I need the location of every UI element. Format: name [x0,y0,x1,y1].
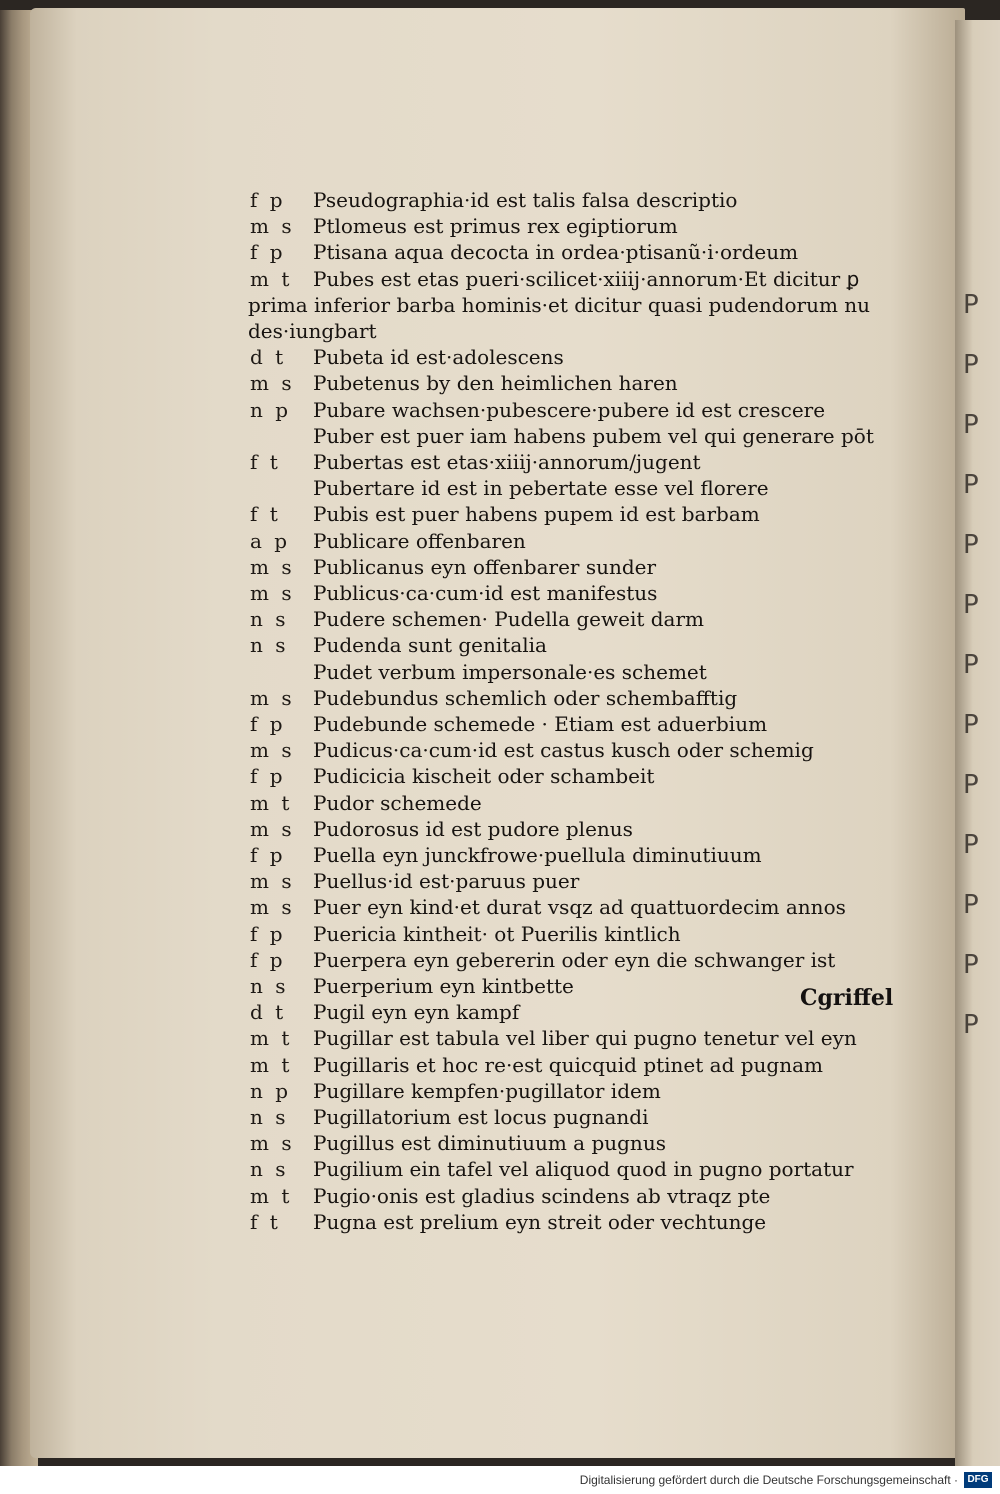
entry-row [0,607,1000,633]
gender-code: n s [250,1105,289,1129]
gender-code: m s [250,869,295,894]
gender-code: m t [250,1026,293,1051]
footer-credit: Digitalisierung gefördert durch die Deutsche Forschungsgemeinschaft · [579,1473,958,1487]
entry-text: Publicare offenbaren [313,528,526,553]
gender-code: m t [250,266,293,291]
gender-code: m s [250,685,295,710]
entry-text: prima inferior barba hominis·et dicitur quasi pudendorum nu [248,292,871,317]
gender-code: f p [250,712,286,736]
entry-text: Puerperium eyn kintbette [313,974,574,998]
gender-code: n s [250,607,289,632]
entry-row [0,293,1000,319]
entry-text: Pubertare id est in pebertate esse vel florere [313,476,769,501]
entry-text: Pudicicia kischeit oder schambeit [313,764,655,789]
entry-text: Pudor schemede [313,790,482,815]
entry-row [0,660,1000,686]
entry-text: Puericia kintheit· ot Puerilis kintlich [313,921,681,946]
entry-row [0,764,1000,790]
entry-row [0,817,1000,843]
entry-text: Pugillare kempfen·pugillator idem [313,1078,661,1103]
gender-code: f p [250,947,286,972]
entry-row [0,686,1000,712]
gender-code: m t [250,790,293,815]
gender-code: m s [250,581,295,605]
dfg-logo: DFG [964,1472,992,1488]
entry-text: Pubes est etas pueri·scilicet·xiiij·annorum·Et dicitur ꝑ [313,266,860,291]
entry-row [0,738,1000,764]
entry-text: Pugio·onis est gladius scindens ab vtraqz pte [313,1183,771,1208]
gender-code: a p [250,528,291,553]
gender-code: d t [250,345,287,370]
entry-row [0,476,1000,502]
gender-code: f t [250,502,281,527]
entry-text: Puber est puer iam habens pubem vel qui generare pōt [313,423,874,448]
gender-code: f p [250,764,286,789]
entry-row [0,424,1000,450]
gender-code: m t [250,1183,293,1208]
entry-row [0,214,1000,240]
entry-row [0,502,1000,528]
entry-text: Pugil eyn eyn kampf [313,1000,520,1025]
gender-code: f p [250,921,286,946]
entry-row [0,1053,1000,1079]
margin-note: Cgriffel [800,985,894,1011]
entry-row [0,1157,1000,1183]
entry-text: Pudorosus id est pudore plenus [313,816,633,841]
entry-row [0,922,1000,948]
entry-row [0,1210,1000,1236]
entry-text: Ptlomeus est primus rex egiptiorum [313,214,678,239]
entry-text: Pubertas est etas·xiiij·annorum/jugent [313,450,701,474]
entry-text: Pudet verbum impersonale·es schemet [313,659,707,684]
entry-row [0,1026,1000,1052]
gender-code: d t [250,1000,287,1025]
gender-code: m s [250,554,295,579]
entry-text: Puer eyn kind·et durat vsqz ad quattuordecim annos [313,895,846,920]
entry-row [0,319,1000,345]
entry-text: Pudicus·ca·cum·id est castus kusch oder schemig [313,738,814,763]
right-page-edge: P P P P P P P P P P P P P [955,20,1000,1466]
entry-text: Pudebundus schemlich oder schembafftig [313,685,738,710]
entry-text: Pugillatorium est locus pugnandi [313,1105,649,1129]
entry-text: Publicanus eyn offenbarer sunder [313,554,657,579]
gender-code: f t [250,1209,281,1234]
gender-code: f p [250,240,286,265]
entry-row [0,371,1000,397]
entry-text: Publicus·ca·cum·id est manifestus [313,581,658,605]
gender-code: f t [250,450,281,474]
gender-code: m s [250,371,295,396]
entry-row [0,1184,1000,1210]
entry-row [0,267,1000,293]
entry-text: Pugna est prelium eyn streit oder vechtunge [313,1209,767,1234]
entry-row [0,345,1000,371]
entry-text: Pubis est puer habens pupem id est barbam [313,502,760,527]
gender-code: n s [250,974,289,998]
entry-text: Puella eyn junckfrowe·puellula diminutiuum [313,843,762,867]
entry-text: Pseudographia·id est talis falsa descriptio [313,188,738,212]
entry-row [0,1105,1000,1131]
gender-code: f p [250,843,286,867]
gender-code: n p [250,397,292,422]
footer-bar [0,1466,1000,1494]
entry-text: Pubare wachsen·pubescere·pubere id est crescere [313,397,826,422]
entry-row [0,240,1000,266]
gender-code: n s [250,1157,289,1182]
entry-row [0,843,1000,869]
gender-code: f p [250,188,286,212]
entry-text: Pugillar est tabula vel liber qui pugno tenetur vel eyn [313,1026,857,1051]
gender-code: m t [250,1052,293,1077]
entry-row [0,529,1000,555]
entry-row [0,791,1000,817]
entry-text: Pugillus est diminutiuum a pugnus [313,1131,666,1156]
entry-row [0,712,1000,738]
entry-text: Ptisana aqua decocta in ordea·ptisanũ·i·ordeum [313,240,799,265]
entry-row [0,869,1000,895]
entry-row [0,895,1000,921]
gender-code: n p [250,1078,292,1103]
entry-row [0,555,1000,581]
entry-text: Pugilium ein tafel vel aliquod quod in pugno portatur [313,1157,854,1182]
gender-code: m s [250,214,295,239]
entry-text: Pudenda sunt genitalia [313,633,547,658]
entry-text: Pudere schemen· Pudella geweit darm [313,607,704,632]
gender-code: m s [250,738,295,763]
entry-text: Pudebunde schemede · Etiam est aduerbium [313,712,768,736]
gender-code: m s [250,816,295,841]
gender-code: m s [250,895,295,920]
entry-text: Puerpera eyn gebererin oder eyn die schwanger ist [313,947,836,972]
entry-row [0,398,1000,424]
entry-text: Pugillaris et hoc re·est quicquid ptinet ad pugnam [313,1052,823,1077]
gender-code: n s [250,633,289,658]
gender-code: m s [250,1131,295,1156]
entry-text: Puellus·id est·paruus puer [313,869,580,894]
entry-row [0,633,1000,659]
entry-text: Pubeta id est·adolescens [313,345,564,370]
entry-text: des·iungbart [248,319,377,343]
entry-row [0,450,1000,476]
entry-row [0,1079,1000,1105]
entry-row [0,1131,1000,1157]
entry-text: Pubetenus by den heimlichen haren [313,371,678,396]
entry-row [0,188,1000,214]
entry-row [0,948,1000,974]
entry-row [0,581,1000,607]
